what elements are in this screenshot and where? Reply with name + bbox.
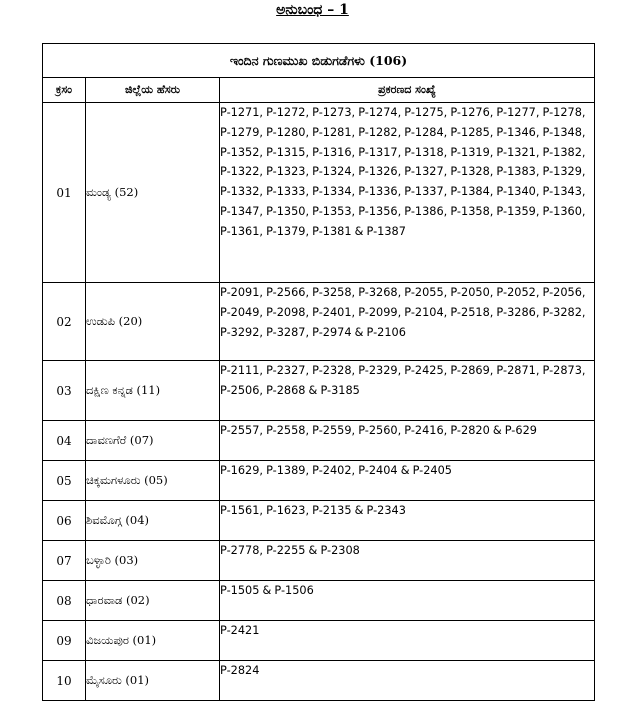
district-name: ಚಿಕ್ಕಮಗಳೂರು (05) [86,461,220,501]
serial-number: 03 [43,361,86,421]
table-row [43,581,595,621]
table-row [43,621,595,661]
district-name: ಮಂಡ್ಯ (52) [86,103,220,283]
serial-number: 04 [43,421,86,461]
case-numbers: P-2557, P-2558, P-2559, P-2560, P-2416, P-2820 & P-629 [220,421,595,461]
table-row [43,103,595,283]
case-numbers: P-2091, P-2566, P-3258, P-3268, P-2055, P-2050, P-2052, P-2056, P-2049, P-2098, P-2401, P-2099, P-2104, P-2518, P-3286, P-3282, P-3292, P-3287, P-2974 & P-2106 [220,283,595,361]
table-caption: ಇಂದಿನ ಗುಣಮುಖ ಬಿಡುಗಡೆಗಳು (106) [43,44,595,78]
case-numbers: P-1629, P-1389, P-2402, P-2404 & P-2405 [220,461,595,501]
column-header-cases: ಪ್ರಕರಣದ ಸಂಖ್ಯೆ [220,78,595,103]
serial-number: 05 [43,461,86,501]
district-name: ವಿಜಯಪುರ (01) [86,621,220,661]
case-numbers: P-1271, P-1272, P-1273, P-1274, P-1275, P-1276, P-1277, P-1278, P-1279, P-1280, P-1281, P-1282, P-1284, P-1285, P-1346, P-1348, P-1352, P-1315, P-1316, P-1317, P-1318, P-1319, P-1321, P-1382, P-1322, P-1323, P-1324, P-1326, P-1327, P-1328, P-1383, P-1329, P-1332, P-1333, P-1334, P-1336, P-1337, P-1384, P-1340, P-1343, P-1347, P-1350, P-1353, P-1356, P-1386, P-1358, P-1359, P-1360, P-1361, P-1379, P-1381 & P-1387 [220,103,595,283]
document-title: ಅನುಬಂಧ – 1 [276,2,349,18]
serial-number: 08 [43,581,86,621]
serial-number: 09 [43,621,86,661]
case-numbers: P-1561, P-1623, P-2135 & P-2343 [220,501,595,541]
case-numbers: P-2111, P-2327, P-2328, P-2329, P-2425, P-2869, P-2871, P-2873, P-2506, P-2868 & P-3185 [220,361,595,421]
discharge-table [42,43,595,701]
column-header-serial: ಕ್ರಸಂ [43,78,86,103]
district-name: ಉಡುಪಿ (20) [86,283,220,361]
serial-number: 02 [43,283,86,361]
table-row [43,361,595,421]
table-row [43,541,595,581]
case-numbers: P-1505 & P-1506 [220,581,595,621]
district-name: ಬಳ್ಳಾರಿ (03) [86,541,220,581]
table-row [43,421,595,461]
table-row [43,461,595,501]
case-numbers: P-2824 [220,661,595,701]
case-numbers: P-2778, P-2255 & P-2308 [220,541,595,581]
table-row [43,501,595,541]
table-row [43,661,595,701]
district-name: ಮೈಸೂರು (01) [86,661,220,701]
serial-number: 06 [43,501,86,541]
district-name: ಧಾರವಾಡ (02) [86,581,220,621]
district-name: ದಕ್ಷಿಣ ಕನ್ನಡ (11) [86,361,220,421]
district-name: ಶಿವಮೊಗ್ಗ (04) [86,501,220,541]
serial-number: 10 [43,661,86,701]
table-header-row [43,78,595,103]
serial-number: 07 [43,541,86,581]
case-numbers: P-2421 [220,621,595,661]
table-row [43,283,595,361]
district-name: ದಾವಣಗೆರೆ (07) [86,421,220,461]
column-header-district: ಜಿಲ್ಲೆಯ ಹೆಸರು [86,78,220,103]
serial-number: 01 [43,103,86,283]
